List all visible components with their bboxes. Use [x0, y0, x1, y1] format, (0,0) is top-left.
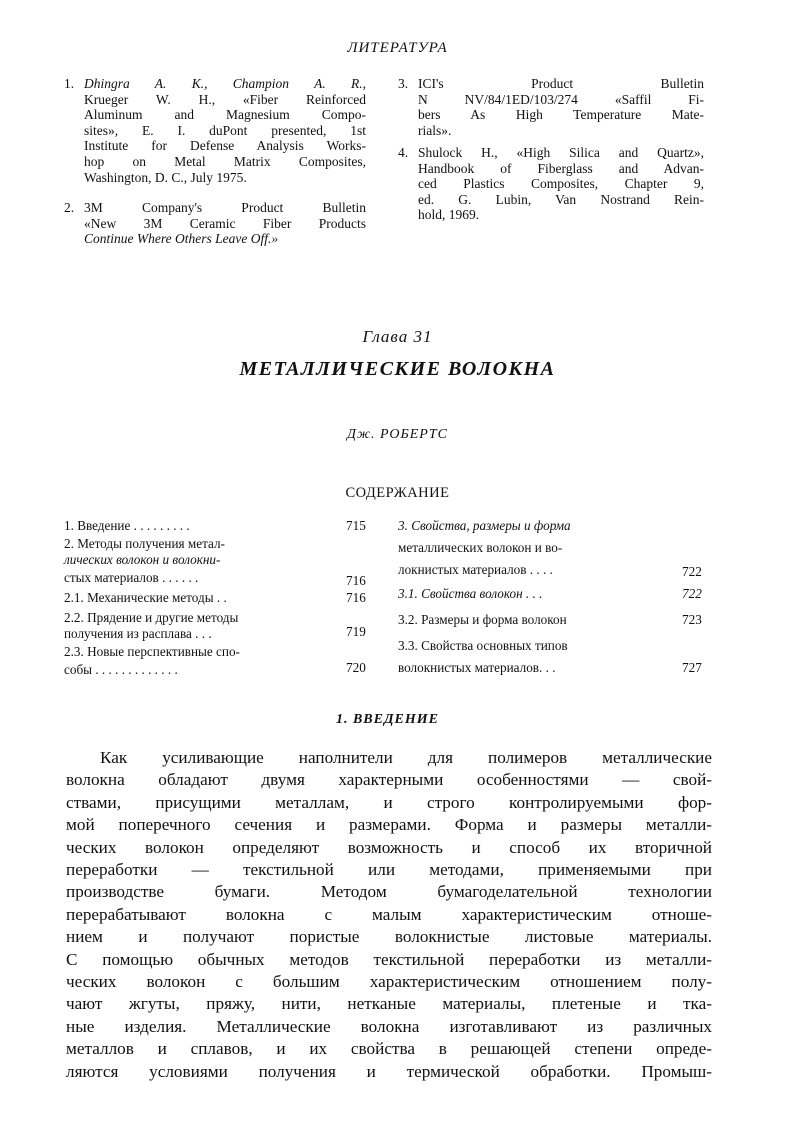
reference-line: Handbook of Fiberglass and Advan-: [418, 160, 704, 176]
paragraph-line: чают жгуты, пряжу, нити, нетканые материалы, плетеные и тка-: [66, 994, 712, 1014]
toc-entry-page: 720: [346, 660, 366, 675]
reference-line: hold, 1969.: [418, 207, 480, 223]
reference-line: rials».: [418, 122, 452, 138]
toc-entry-text: металлических волокон и во-: [398, 540, 563, 555]
paragraph-line: ные изделия. Металлические волокна изготавливают из различных: [66, 1016, 712, 1036]
reference-line: Aluminum and Magnesium Compo-: [84, 107, 366, 123]
paragraph-line: металлов и сплавов, и их свойства в решающей степени опреде-: [66, 1039, 712, 1059]
toc-entry-text: 2.3. Новые перспективные спо-: [64, 644, 240, 659]
toc-entry-text: 3.1. Свойства волокон . . .: [398, 586, 543, 601]
chapter-label: Глава 31: [362, 327, 433, 346]
paragraph-line: ческих волокон с большим характеристическим отношением полу-: [66, 972, 712, 992]
paragraph-line: переработки — текстильной или методами, применяемыми при: [66, 860, 712, 880]
reference-line: N NV/84/1ED/103/274 «Saffil Fi-: [418, 91, 704, 107]
toc-entry-text: 2.1. Механические методы . .: [64, 590, 227, 605]
reference-line: Shulock H., «High Silica and Quartz»,: [418, 145, 704, 160]
reference-line: ed. G. Lubin, Van Nostrand Rein-: [418, 191, 704, 207]
paragraph-line: волокна обладают двумя характерными особенностями — свой-: [66, 770, 712, 790]
references-title: ЛИТЕРАТУРА: [347, 40, 448, 56]
toc-entry-text: 3.2. Размеры и форма волокон: [398, 612, 567, 627]
toc-entry-page: 715: [346, 518, 366, 533]
reference-line: Continue Where Others Leave Off.»: [84, 231, 279, 247]
toc-entry-text: стых материалов . . . . . .: [64, 570, 199, 585]
reference-line: Dhingra A. K., Champion A. R.,: [84, 76, 366, 91]
toc-entry-text: 3.3. Свойства основных типов: [398, 638, 568, 653]
toc-entry-page: 722: [682, 564, 702, 579]
paragraph-line: С помощью обычных методов текстильной переработки из металли-: [66, 949, 712, 969]
paragraph-line: ствами, присущими металлам, и строго контролируемыми фор-: [66, 792, 712, 812]
section-heading: 1. ВВЕДЕНИЕ: [335, 712, 440, 727]
toc-entry-text: собы . . . . . . . . . . . . .: [64, 662, 178, 677]
toc-entry-page: 727: [682, 660, 702, 675]
reference-item: [64, 76, 366, 185]
reference-item: [398, 76, 704, 138]
reference-line: Institute for Defense Analysis Works-: [84, 138, 366, 154]
toc-entry-page: 716: [346, 573, 366, 588]
toc-entry-page: 716: [346, 590, 366, 605]
reference-line: ced Plastics Composites, Chapter 9,: [418, 176, 704, 192]
toc-entry-text: 2.2. Прядение и другие методы: [64, 610, 239, 625]
toc-entry-text: 2. Методы получения метал-: [64, 536, 225, 551]
toc-entry-text: лических волокон и волокни-: [64, 552, 221, 567]
reference-line: Krueger W. H., «Fiber Reinforced: [84, 91, 366, 107]
toc-entry-text: получения из расплава . . .: [64, 626, 212, 641]
reference-item: [64, 200, 366, 247]
toc-entry-text: волокнистых материалов. . .: [398, 660, 556, 675]
reference-line: Washington, D. C., July 1975.: [84, 169, 247, 185]
toc-entry-text: 3. Свойства, размеры и форма: [398, 518, 571, 533]
paragraph-line: нием и получают пористые волокнистые листовые материалы.: [66, 927, 712, 947]
paragraph-line: ляются условиями получения и термической обработки. Промыш-: [66, 1061, 712, 1081]
paragraph-line: производстве бумаги. Методом бумагоделательной технологии: [66, 882, 712, 902]
toc-entry-page: 719: [346, 624, 366, 639]
body-paragraph: [66, 747, 712, 1083]
reference-line: hop on Metal Matrix Composites,: [84, 153, 366, 169]
paragraph-line: перерабатывают волокна с малым характеристическим отноше-: [66, 904, 712, 924]
reference-number: 2.: [64, 200, 75, 215]
contents-right-column: [398, 518, 712, 682]
contents-title: СОДЕРЖАНИЕ: [345, 485, 450, 501]
toc-entry-text: локнистых материалов . . . .: [398, 562, 553, 577]
reference-line: ICI's Product Bulletin: [418, 76, 704, 91]
chapter-author: Дж. РОБЕРТС: [347, 427, 448, 442]
toc-entry-page: 722: [682, 586, 702, 601]
paragraph-line: Как усиливающие наполнители для полимеров металлические: [100, 748, 712, 767]
paragraph-line: ческих волокон определяют возможность и способ их вторичной: [66, 837, 712, 857]
chapter-title: МЕТАЛЛИЧЕСКИЕ ВОЛОКНА: [239, 358, 556, 380]
reference-line: «New 3M Ceramic Fiber Products: [84, 215, 366, 231]
reference-line: bers As High Temperature Mate-: [418, 107, 704, 123]
toc-entry-page: 723: [682, 612, 702, 627]
reference-number: 1.: [64, 76, 75, 91]
reference-line: sites», E. I. duPont presented, 1st: [84, 122, 366, 138]
paragraph-line: мой поперечного сечения и размерами. Форма и размеры металли-: [66, 815, 712, 835]
contents-left-column: [64, 518, 378, 682]
reference-line: 3M Company's Product Bulletin: [84, 200, 366, 215]
reference-item: [398, 145, 704, 223]
reference-number: 4.: [398, 145, 409, 160]
reference-number: 3.: [398, 76, 409, 91]
toc-entry-text: 1. Введение . . . . . . . . .: [64, 518, 190, 533]
